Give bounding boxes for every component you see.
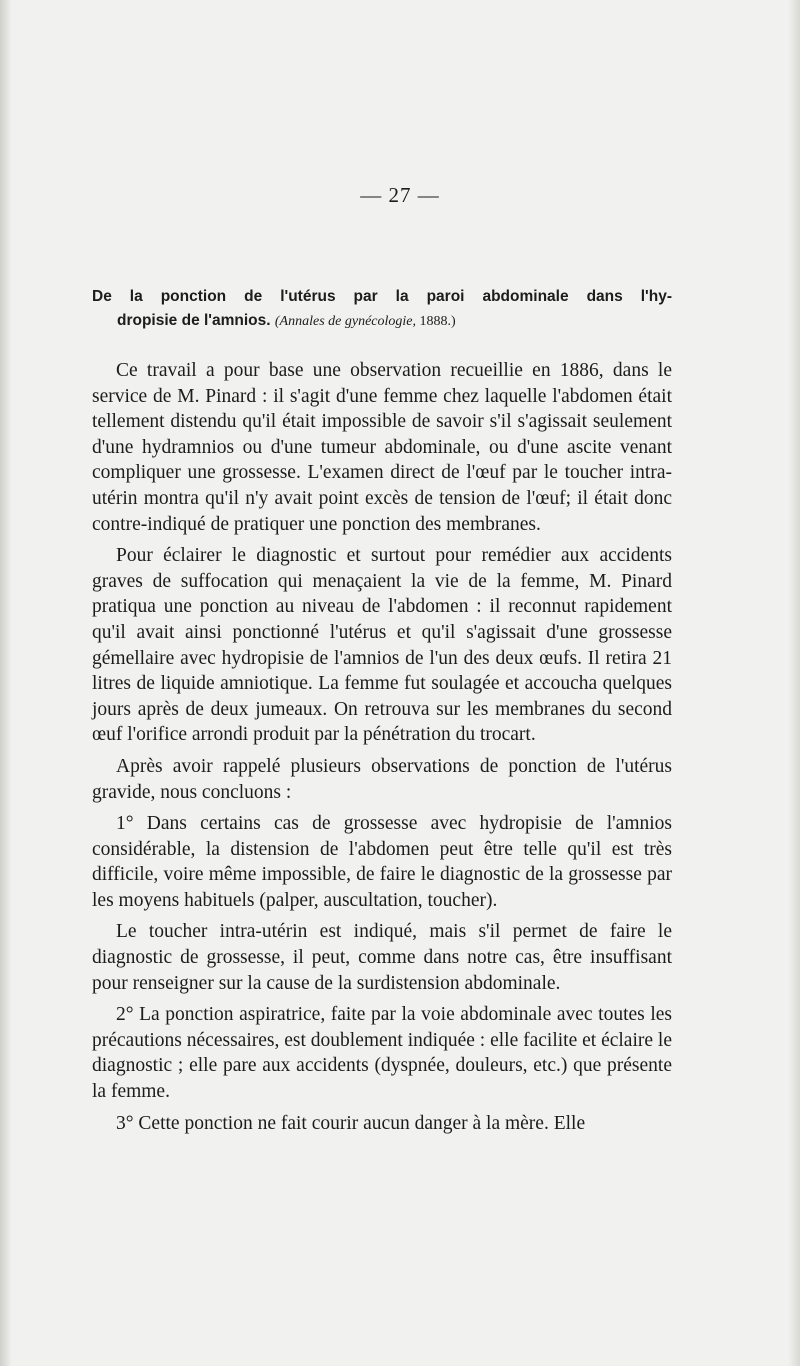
section-heading-line2 <box>117 310 456 333</box>
section-heading-title-end: dropisie de l'amnios. <box>117 312 271 329</box>
citation <box>275 314 456 329</box>
citation-year: 1888.) <box>419 314 456 329</box>
paragraph-conclusions-intro: Après avoir rappelé plusieurs observations de ponction de l'utérus gravide, nous concluons : <box>92 755 672 803</box>
paragraph-observation: Ce travail a pour base une observation recueillie en 1886, dans le service de M. Pinard : il s'agit d'une femme chez laquelle l'abdomen était tellement distendu qu'il était impossible de savoir s'il s'agissait seulement d'une hydramnios ou d'une tumeur abdominale, ou d'une ascite venant compliquer une grossesse. L'examen direct de l'œuf par le toucher intra-utérin montra qu'il n'y avait point excès de tension de l'œuf; il était donc contre-indiqué de pratiquer une ponction des membranes. <box>92 360 672 535</box>
paragraph-conclusion-2: 2° La ponction aspiratrice, faite par la voie abdominale avec toutes les précautions nécessaires, est doublement indiquée : elle facilite et éclaire le diagnostic ; elle pare aux accidents (dyspnée, douleurs, etc.) que présente la femme. <box>92 1004 672 1103</box>
paragraph-conclusion-3: 3° Cette ponction ne fait courir aucun danger à la mère. Elle <box>116 1112 586 1134</box>
paragraph-pinard-procedure: Pour éclairer le diagnostic et surtout pour remédier aux accidents graves de suffocation qui menaçaient la vie de la femme, M. Pinard pratiqua une ponction au niveau de l'abdomen : il reconnut rapidement qu'il avait ainsi ponctionné l'utérus et qu'il s'agissait d'une grossesse gémellaire avec hydropisie de l'amnios de l'un des deux œufs. Il retira 21 litres de liquide amniotique. La femme fut soulagée et accoucha quelques jours après de deux jumeaux. On retrouva sur les membranes du second œuf l'orifice arrondi produit par la pénétration du trocart. <box>92 545 672 746</box>
paragraph-conclusion-1: 1° Dans certains cas de grossesse avec hydropisie de l'amnios considérable, la distension de l'abdomen peut être telle qu'il est très difficile, voire même impossible, de faire le diagnostic de la grossesse par les moyens habituels (palper, auscultation, toucher). <box>92 813 672 911</box>
body-text <box>92 358 672 1142</box>
paragraph-toucher: Le toucher intra-utérin est indiqué, mais s'il permet de faire le diagnostic de grossesse, il peut, comme dans notre cas, être insuffisant pour renseigner sur la cause de la surdistension abdominale. <box>92 921 672 994</box>
section-heading-line1: De la ponction de l'utérus par la paroi abdominale dans l'hy- <box>92 288 672 305</box>
citation-journal: (Annales de gynécologie, <box>274 314 416 329</box>
page-number: — 27 — <box>360 183 440 207</box>
